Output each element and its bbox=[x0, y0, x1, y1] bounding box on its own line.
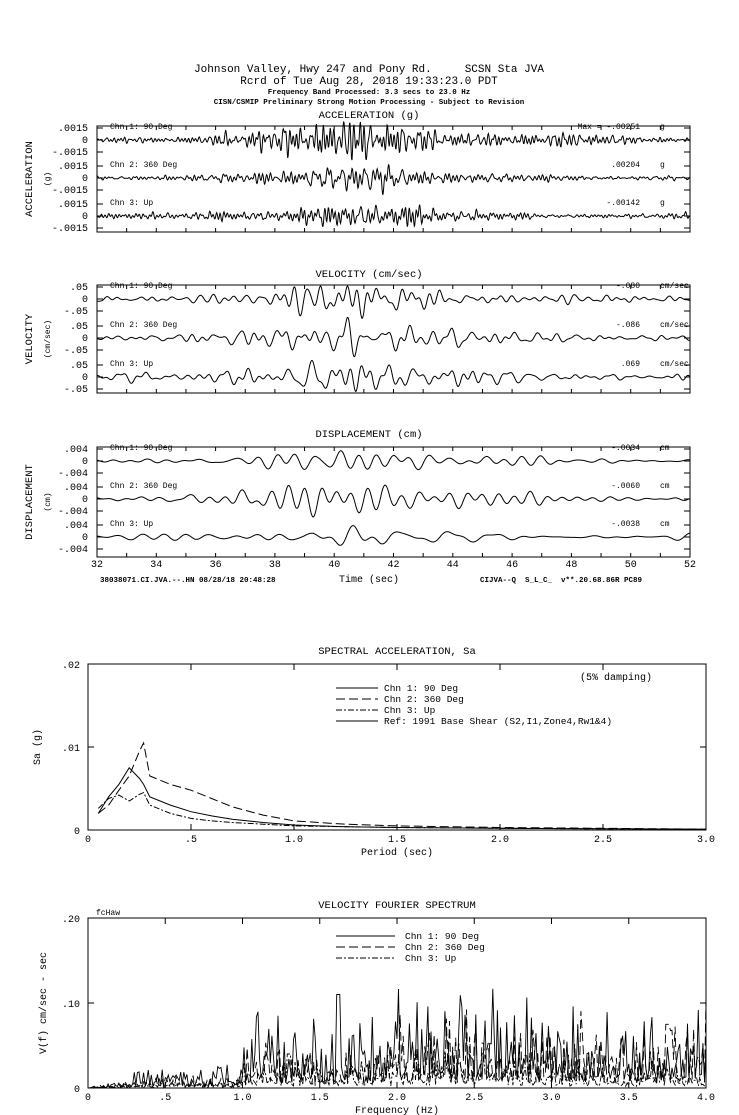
y-tick-label: -.004 bbox=[57, 507, 88, 518]
channel-label: Chn 2: 360 Deg bbox=[110, 321, 178, 330]
legend-label: Ref: 1991 Base Shear (S2,I1,Zone4,Rw1&4) bbox=[384, 716, 613, 727]
peak-unit: g bbox=[660, 123, 665, 132]
x-tick-label: 42 bbox=[387, 560, 400, 571]
footer-right: CIJVA--Q S_L_C_ v**.20.68.86R PC89 bbox=[480, 577, 643, 585]
x-axis-label: Time (sec) bbox=[338, 575, 400, 586]
x-tick-label: 1.0 bbox=[233, 1093, 252, 1104]
channel-label: Chn 3: Up bbox=[110, 360, 154, 369]
y-tick-label: -.004 bbox=[57, 545, 88, 556]
y-tick-label: .004 bbox=[63, 483, 88, 494]
processing-note: CISN/CSMIP Preliminary Strong Motion Processing - Subject to Revision bbox=[213, 99, 525, 107]
peak-unit: cm/sec bbox=[660, 321, 689, 330]
legend-label: Chn 2: 360 Deg bbox=[384, 694, 464, 705]
channel-label: Chn 2: 360 Deg bbox=[110, 161, 178, 170]
peak-value: -.086 bbox=[615, 321, 640, 330]
channel-label: Chn 1: 90 Deg bbox=[110, 282, 173, 291]
peak-value: -.00142 bbox=[606, 199, 640, 208]
panel-title: VELOCITY (cm/sec) bbox=[315, 269, 423, 281]
y-tick-label: 0 bbox=[81, 295, 88, 306]
x-axis-label: Period (sec) bbox=[360, 848, 434, 859]
peak-value: .069 bbox=[620, 360, 640, 369]
peak-unit: cm/sec bbox=[660, 282, 689, 291]
spectrum-line bbox=[98, 768, 706, 829]
channel-label: Chn 1: 90 Deg bbox=[110, 123, 173, 132]
peak-value: -.0038 bbox=[611, 520, 640, 529]
x-axis-label: Frequency (Hz) bbox=[354, 1106, 440, 1115]
waveform-trace bbox=[97, 286, 690, 318]
frequency-band: Frequency Band Processed: 3.3 secs to 23.0 Hz bbox=[267, 89, 471, 97]
peak-value: -.080 bbox=[615, 282, 640, 291]
y-axis-label: DISPLACEMENT bbox=[24, 464, 36, 540]
x-tick-label: 50 bbox=[624, 560, 637, 571]
peak-value: -.0034 bbox=[611, 444, 640, 453]
x-tick-label: 2.5 bbox=[465, 1093, 484, 1104]
x-tick-label: 3.0 bbox=[696, 835, 716, 846]
peak-unit: cm/sec bbox=[660, 360, 689, 369]
y-tick-label: -.05 bbox=[63, 346, 88, 357]
y-axis-units: (cm/sec) bbox=[44, 319, 53, 359]
damping-note: (5% damping) bbox=[580, 673, 653, 684]
waveform-trace bbox=[97, 451, 690, 470]
y-tick-label: .01 bbox=[61, 744, 80, 755]
peak-value: Max = -.00251 bbox=[577, 123, 640, 132]
x-tick-label: 46 bbox=[506, 560, 519, 571]
waveform-trace bbox=[97, 317, 690, 356]
peak-unit: g bbox=[660, 199, 665, 208]
y-tick-label: .10 bbox=[61, 1000, 80, 1011]
y-axis-units: (cm) bbox=[44, 492, 53, 512]
x-tick-label: .5 bbox=[159, 1093, 172, 1104]
y-tick-label: 0 bbox=[73, 1085, 80, 1096]
x-tick-label: 40 bbox=[328, 560, 341, 571]
channel-label: Chn 3: Up bbox=[110, 520, 154, 529]
waveform-trace bbox=[97, 205, 690, 227]
x-tick-label: 1.5 bbox=[310, 1093, 329, 1104]
x-tick-label: 44 bbox=[446, 560, 459, 571]
legend-label: Chn 1: 90 Deg bbox=[405, 931, 480, 942]
y-tick-label: 0 bbox=[81, 136, 88, 147]
y-tick-label: -.0015 bbox=[51, 186, 88, 197]
chart-title: VELOCITY FOURIER SPECTRUM bbox=[318, 900, 476, 912]
waveform-trace bbox=[97, 360, 690, 391]
channel-label: Chn 3: Up bbox=[110, 199, 154, 208]
y-tick-label: .02 bbox=[61, 661, 80, 672]
legend-label: Chn 1: 90 Deg bbox=[384, 683, 459, 694]
x-tick-label: 38 bbox=[268, 560, 281, 571]
y-tick-label: -.05 bbox=[63, 307, 88, 318]
spectrum-line bbox=[98, 743, 706, 829]
y-tick-label: 0 bbox=[81, 533, 88, 544]
y-tick-label: .004 bbox=[63, 521, 88, 532]
x-tick-label: 0 bbox=[84, 835, 92, 846]
waveform-trace bbox=[97, 485, 690, 517]
x-tick-label: 2.0 bbox=[490, 835, 510, 846]
y-tick-label: .0015 bbox=[57, 162, 88, 173]
x-tick-label: 4.0 bbox=[696, 1093, 716, 1104]
y-tick-label: 0 bbox=[81, 334, 88, 345]
x-tick-label: 48 bbox=[565, 560, 578, 571]
waveform-trace bbox=[97, 526, 690, 546]
peak-unit: cm bbox=[660, 444, 670, 453]
y-axis-label: Sa (g) bbox=[33, 728, 44, 766]
y-tick-label: .0015 bbox=[57, 124, 88, 135]
y-tick-label: .05 bbox=[69, 322, 88, 333]
y-tick-label: -.004 bbox=[57, 469, 88, 480]
y-tick-label: -.05 bbox=[63, 385, 88, 396]
x-tick-label: 32 bbox=[90, 560, 104, 571]
x-tick-label: 36 bbox=[209, 560, 222, 571]
legend-label: Chn 3: Up bbox=[405, 953, 457, 964]
panel-title: ACCELERATION (g) bbox=[318, 110, 420, 122]
y-tick-label: .05 bbox=[69, 361, 88, 372]
panel-title: DISPLACEMENT (cm) bbox=[315, 429, 423, 441]
station-title: Johnson Valley, Hwy 247 and Pony Rd. SCSN Sta JVA bbox=[194, 64, 544, 76]
x-tick-label: 2.5 bbox=[593, 835, 613, 846]
y-tick-label: 0 bbox=[81, 174, 88, 185]
y-tick-label: .004 bbox=[63, 445, 88, 456]
plot-frame bbox=[97, 447, 690, 557]
legend-label: Chn 3: Up bbox=[384, 705, 436, 716]
y-tick-label: 0 bbox=[81, 495, 88, 506]
x-tick-label: 1.0 bbox=[284, 835, 304, 846]
y-axis-label: VELOCITY bbox=[24, 313, 36, 365]
plot-frame bbox=[88, 918, 706, 1088]
x-tick-label: 1.5 bbox=[387, 835, 407, 846]
y-tick-label: 0 bbox=[73, 827, 80, 838]
x-tick-label: .5 bbox=[184, 835, 198, 846]
channel-label: Chn 2: 360 Deg bbox=[110, 482, 178, 491]
x-tick-label: 2.0 bbox=[387, 1093, 407, 1104]
y-tick-label: -.0015 bbox=[51, 148, 88, 159]
y-tick-label: .20 bbox=[61, 915, 80, 926]
peak-unit: cm bbox=[660, 482, 670, 491]
x-tick-label: 3.0 bbox=[542, 1093, 561, 1104]
y-tick-label: 0 bbox=[81, 457, 88, 468]
record-time: Rcrd of Tue Aug 28, 2018 19:33:23.0 PDT bbox=[240, 76, 498, 88]
chart-title: SPECTRAL ACCELERATION, Sa bbox=[318, 646, 476, 658]
x-tick-label: 3.5 bbox=[619, 1093, 638, 1104]
waveform-trace bbox=[97, 164, 690, 194]
y-tick-label: -.0015 bbox=[51, 224, 88, 235]
corner-label: fcHaw bbox=[96, 909, 121, 918]
channel-label: Chn 1: 90 Deg bbox=[110, 444, 173, 453]
y-tick-label: .05 bbox=[69, 283, 88, 294]
y-tick-label: 0 bbox=[81, 373, 88, 384]
peak-value: .00204 bbox=[611, 161, 640, 170]
peak-unit: cm bbox=[660, 520, 670, 529]
peak-unit: g bbox=[660, 161, 665, 170]
y-axis-label: V(f) cm/sec - sec bbox=[39, 951, 50, 1055]
footer-left: 38038071.CI.JVA.--.HN 08/28/18 20:48:28 bbox=[100, 577, 276, 585]
x-tick-label: 34 bbox=[150, 560, 163, 571]
legend-label: Chn 2: 360 Deg bbox=[405, 942, 485, 953]
y-tick-label: 0 bbox=[81, 212, 88, 223]
y-tick-label: .0015 bbox=[57, 200, 88, 211]
peak-value: -.0060 bbox=[611, 482, 640, 491]
x-tick-label: 0 bbox=[84, 1093, 92, 1104]
y-axis-units: (g) bbox=[44, 171, 53, 187]
y-axis-label: ACCELERATION bbox=[24, 141, 36, 217]
x-tick-label: 52 bbox=[683, 560, 697, 571]
